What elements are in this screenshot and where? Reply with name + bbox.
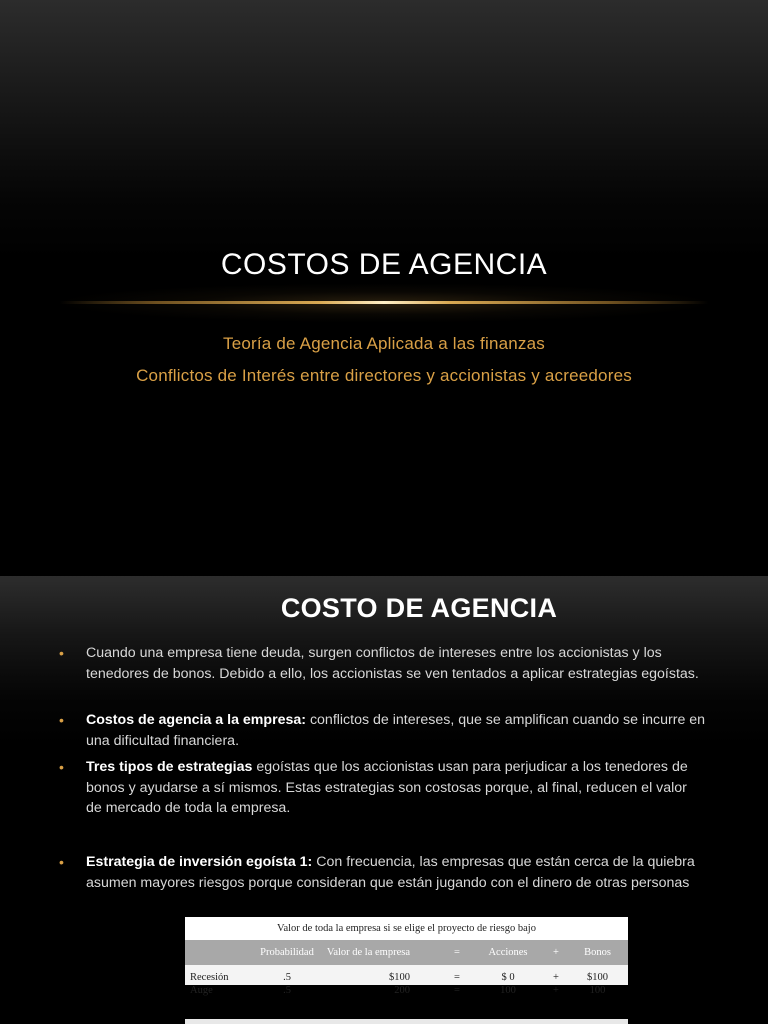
table-header — [185, 940, 628, 965]
table-cell: = — [454, 985, 460, 996]
content-slide — [0, 576, 768, 1024]
low-risk-value-table — [185, 917, 628, 996]
table-cell: 100 — [589, 985, 606, 996]
bullet-item — [59, 757, 706, 819]
next-table-edge — [185, 1019, 628, 1024]
table-cell: $100 — [389, 972, 410, 983]
table-header-cell: + — [553, 947, 559, 958]
bullet-item — [59, 852, 706, 893]
table-cell: 200 — [394, 985, 410, 996]
table-cell: + — [553, 972, 559, 983]
table-cell: Auge — [190, 985, 213, 996]
table-cell: .5 — [283, 972, 291, 983]
table-header-cell: Valor de la empresa — [326, 947, 410, 958]
table-header-cell: = — [454, 947, 460, 958]
table-cell: $ 0 — [501, 972, 515, 983]
table-cell: + — [553, 985, 559, 996]
bullet-bold: Estrategia de inversión egoísta 1: — [86, 854, 313, 870]
slide-subtitle-2: Conflictos de Interés entre directores y accionistas y acreedores — [136, 366, 632, 385]
bullet-bold: Costos de agencia a la empresa: — [86, 712, 306, 728]
table-cell: 100 — [500, 985, 516, 996]
table-row — [185, 982, 628, 999]
bullet-text: Cuando una empresa tiene deuda, surgen conflictos de intereses entre los accionistas y los tenedores de bonos. Debido a ello, los accionistas se ven tentados a aplicar estrategias egoístas. — [86, 645, 699, 682]
table-cell: .5 — [283, 985, 291, 996]
bullet-text: conflictos de intereses, que se amplifican cuando se incurre en una dificultad financiera. — [86, 712, 706, 749]
table-header-cell: Acciones — [488, 947, 528, 958]
table-cell: = — [454, 972, 460, 983]
bullet-text: egoístas que los accionistas usan para perjudicar a los tenedores de bonos y ayudarse a sí mismos. Estas estrategias son costosas porque, al final, reducen el valor de mercado de toda la empresa. — [86, 759, 688, 816]
bullet-item — [59, 710, 706, 751]
slide-title: COSTOS DE AGENCIA — [220, 248, 548, 281]
table-caption: Valor de toda la empresa si se elige el proyecto de riesgo bajo — [185, 917, 628, 940]
bullet-dot-icon: • — [59, 854, 64, 870]
bullet-dot-icon: • — [59, 759, 64, 775]
table-header-cell: Bonos — [584, 947, 611, 958]
table-cell: $100 — [587, 972, 608, 983]
bullet-bold: Tres tipos de estrategias — [86, 759, 253, 775]
bullet-item — [59, 643, 706, 684]
slide-subtitle-1: Teoría de Agencia Aplicada a las finanzas — [223, 334, 545, 353]
table-cell: Recesión — [190, 972, 229, 983]
table-header-cell: Probabilidad — [260, 947, 314, 958]
bullet-dot-icon: • — [59, 712, 64, 728]
slide-title: COSTO DE AGENCIA — [280, 593, 558, 623]
title-divider — [60, 301, 708, 304]
bullet-dot-icon: • — [59, 645, 64, 661]
bullet-text: Con frecuencia, las empresas que están cerca de la quiebra asumen mayores riesgos porque consideran que están jugando con el dinero de otras personas — [86, 854, 695, 891]
